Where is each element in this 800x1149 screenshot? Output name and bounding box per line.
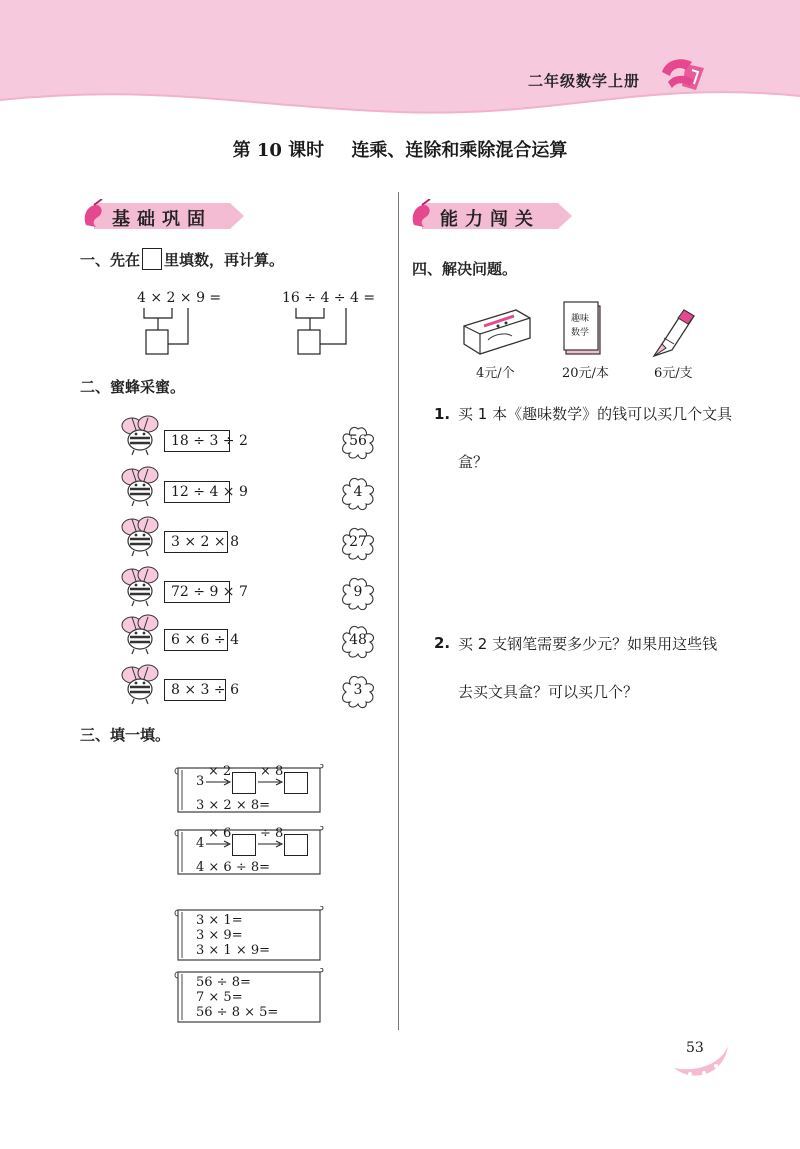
bee-expression: 18 ÷ 3 ÷ 2 <box>164 430 230 452</box>
lesson-title <box>0 136 800 162</box>
bee-icon <box>118 563 162 607</box>
flower-value: 56 <box>349 433 367 449</box>
answer-box-icon <box>142 248 162 270</box>
bee-expression: 6 × 6 ÷ 4 <box>164 629 228 651</box>
flower-answer <box>340 624 376 660</box>
problem-2-text: 买 2 支钢笔需要多少元？如果用这些钱去买文具盒？可以买几个？ <box>458 635 718 701</box>
bee-expression: 3 × 2 × 8 <box>164 531 228 553</box>
lesson-number: 第 10 课时 <box>232 140 325 161</box>
arrow-right-icon <box>258 840 284 848</box>
page-number: 53 <box>686 1040 704 1056</box>
scroll1-expression: 3 × 2 × 8= <box>196 798 271 813</box>
banner-label: 能力闯关 <box>440 209 540 230</box>
q1-expression-2: 16 ÷ 4 ÷ 4 = <box>282 290 376 306</box>
bee-icon <box>118 611 162 655</box>
flower-value: 4 <box>353 484 363 500</box>
scroll2-start: 4 <box>196 836 205 851</box>
flower-answer <box>340 674 376 710</box>
fill-scroll-3 <box>174 906 324 964</box>
flower-answer <box>340 526 376 562</box>
scroll2-op2: ÷ 8 <box>260 826 284 841</box>
pencil-case-icon <box>458 304 534 358</box>
flower-answer <box>340 425 376 461</box>
question-2-heading: 二、蜜蜂采蜜。 <box>80 378 186 396</box>
bee-icon <box>118 412 162 456</box>
scroll3-line-2: 3 × 9= <box>196 928 243 943</box>
fill-scroll-4 <box>174 968 324 1026</box>
price-book: 20元/本 <box>562 366 609 381</box>
section-banner-basic <box>80 199 250 233</box>
bee-expression: 12 ÷ 4 × 9 <box>164 481 230 503</box>
q1-bracket-1 <box>136 306 206 358</box>
section-banner-ability <box>408 199 578 233</box>
question-1-heading <box>80 248 284 270</box>
banner-label: 基础巩固 <box>112 209 212 230</box>
q1-expression-1: 4 × 2 × 9 = <box>137 290 222 306</box>
lesson-topic: 连乘、连除和乘除混合运算 <box>351 140 568 161</box>
book-title-line-1: 趣味 <box>570 314 589 324</box>
problem-2-number: 2. <box>434 634 451 652</box>
scroll1-answer-box-2[interactable] <box>284 772 308 794</box>
arrow-right-icon <box>258 778 284 786</box>
scroll1-op2: × 8 <box>260 764 284 779</box>
flower-value: 48 <box>349 632 367 648</box>
book-cover-title <box>566 312 594 340</box>
scroll3-line-3: 3 × 1 × 9= <box>196 943 271 958</box>
grade-label: 二年级数学上册 <box>528 72 641 90</box>
question-4-heading: 四、解决问题。 <box>412 260 518 278</box>
q1-heading-text-2: 里填数，再计算。 <box>164 251 285 269</box>
scroll1-op1: × 2 <box>208 764 232 779</box>
book-logo-icon <box>656 52 710 100</box>
book-title-line-2: 数学 <box>570 328 589 338</box>
q1-heading-text: 一、先在 <box>80 251 141 269</box>
fill-scroll-2 <box>174 826 324 878</box>
scroll3-line-1: 3 × 1= <box>196 913 243 928</box>
fill-scroll-1 <box>174 764 324 816</box>
q1-bracket-2 <box>288 306 358 358</box>
scroll2-answer-box-1[interactable] <box>232 834 256 856</box>
scroll2-expression: 4 × 6 ÷ 8= <box>196 860 271 875</box>
scroll4-line-2: 7 × 5= <box>196 990 243 1005</box>
bee-icon <box>118 661 162 705</box>
flower-value: 3 <box>353 682 363 698</box>
price-pencil-case: 4元/个 <box>476 366 515 381</box>
bee-icon <box>118 463 162 507</box>
problem-1-number: 1. <box>434 405 451 423</box>
arrow-right-icon <box>206 778 232 786</box>
pen-icon <box>648 304 698 360</box>
scroll1-start: 3 <box>196 774 205 789</box>
arrow-right-icon <box>206 840 232 848</box>
bee-icon <box>118 513 162 557</box>
scroll2-op1: × 6 <box>208 826 232 841</box>
flower-answer <box>340 576 376 612</box>
price-pen: 6元/支 <box>654 366 693 381</box>
scroll4-line-3: 56 ÷ 8 × 5= <box>196 1005 279 1020</box>
question-3-heading: 三、填一填。 <box>80 726 171 744</box>
scroll1-answer-box-1[interactable] <box>232 772 256 794</box>
scroll2-answer-box-2[interactable] <box>284 834 308 856</box>
problem-1-text: 买 1 本《趣味数学》的钱可以买几个文具盒？ <box>458 405 733 471</box>
flower-value: 27 <box>349 534 367 550</box>
bee-expression: 72 ÷ 9 × 7 <box>164 581 230 603</box>
scroll4-line-1: 56 ÷ 8= <box>196 975 251 990</box>
column-divider <box>398 192 399 1030</box>
bee-expression: 8 × 3 ÷ 6 <box>164 679 226 701</box>
flower-answer <box>340 476 376 512</box>
flower-value: 9 <box>353 584 363 600</box>
